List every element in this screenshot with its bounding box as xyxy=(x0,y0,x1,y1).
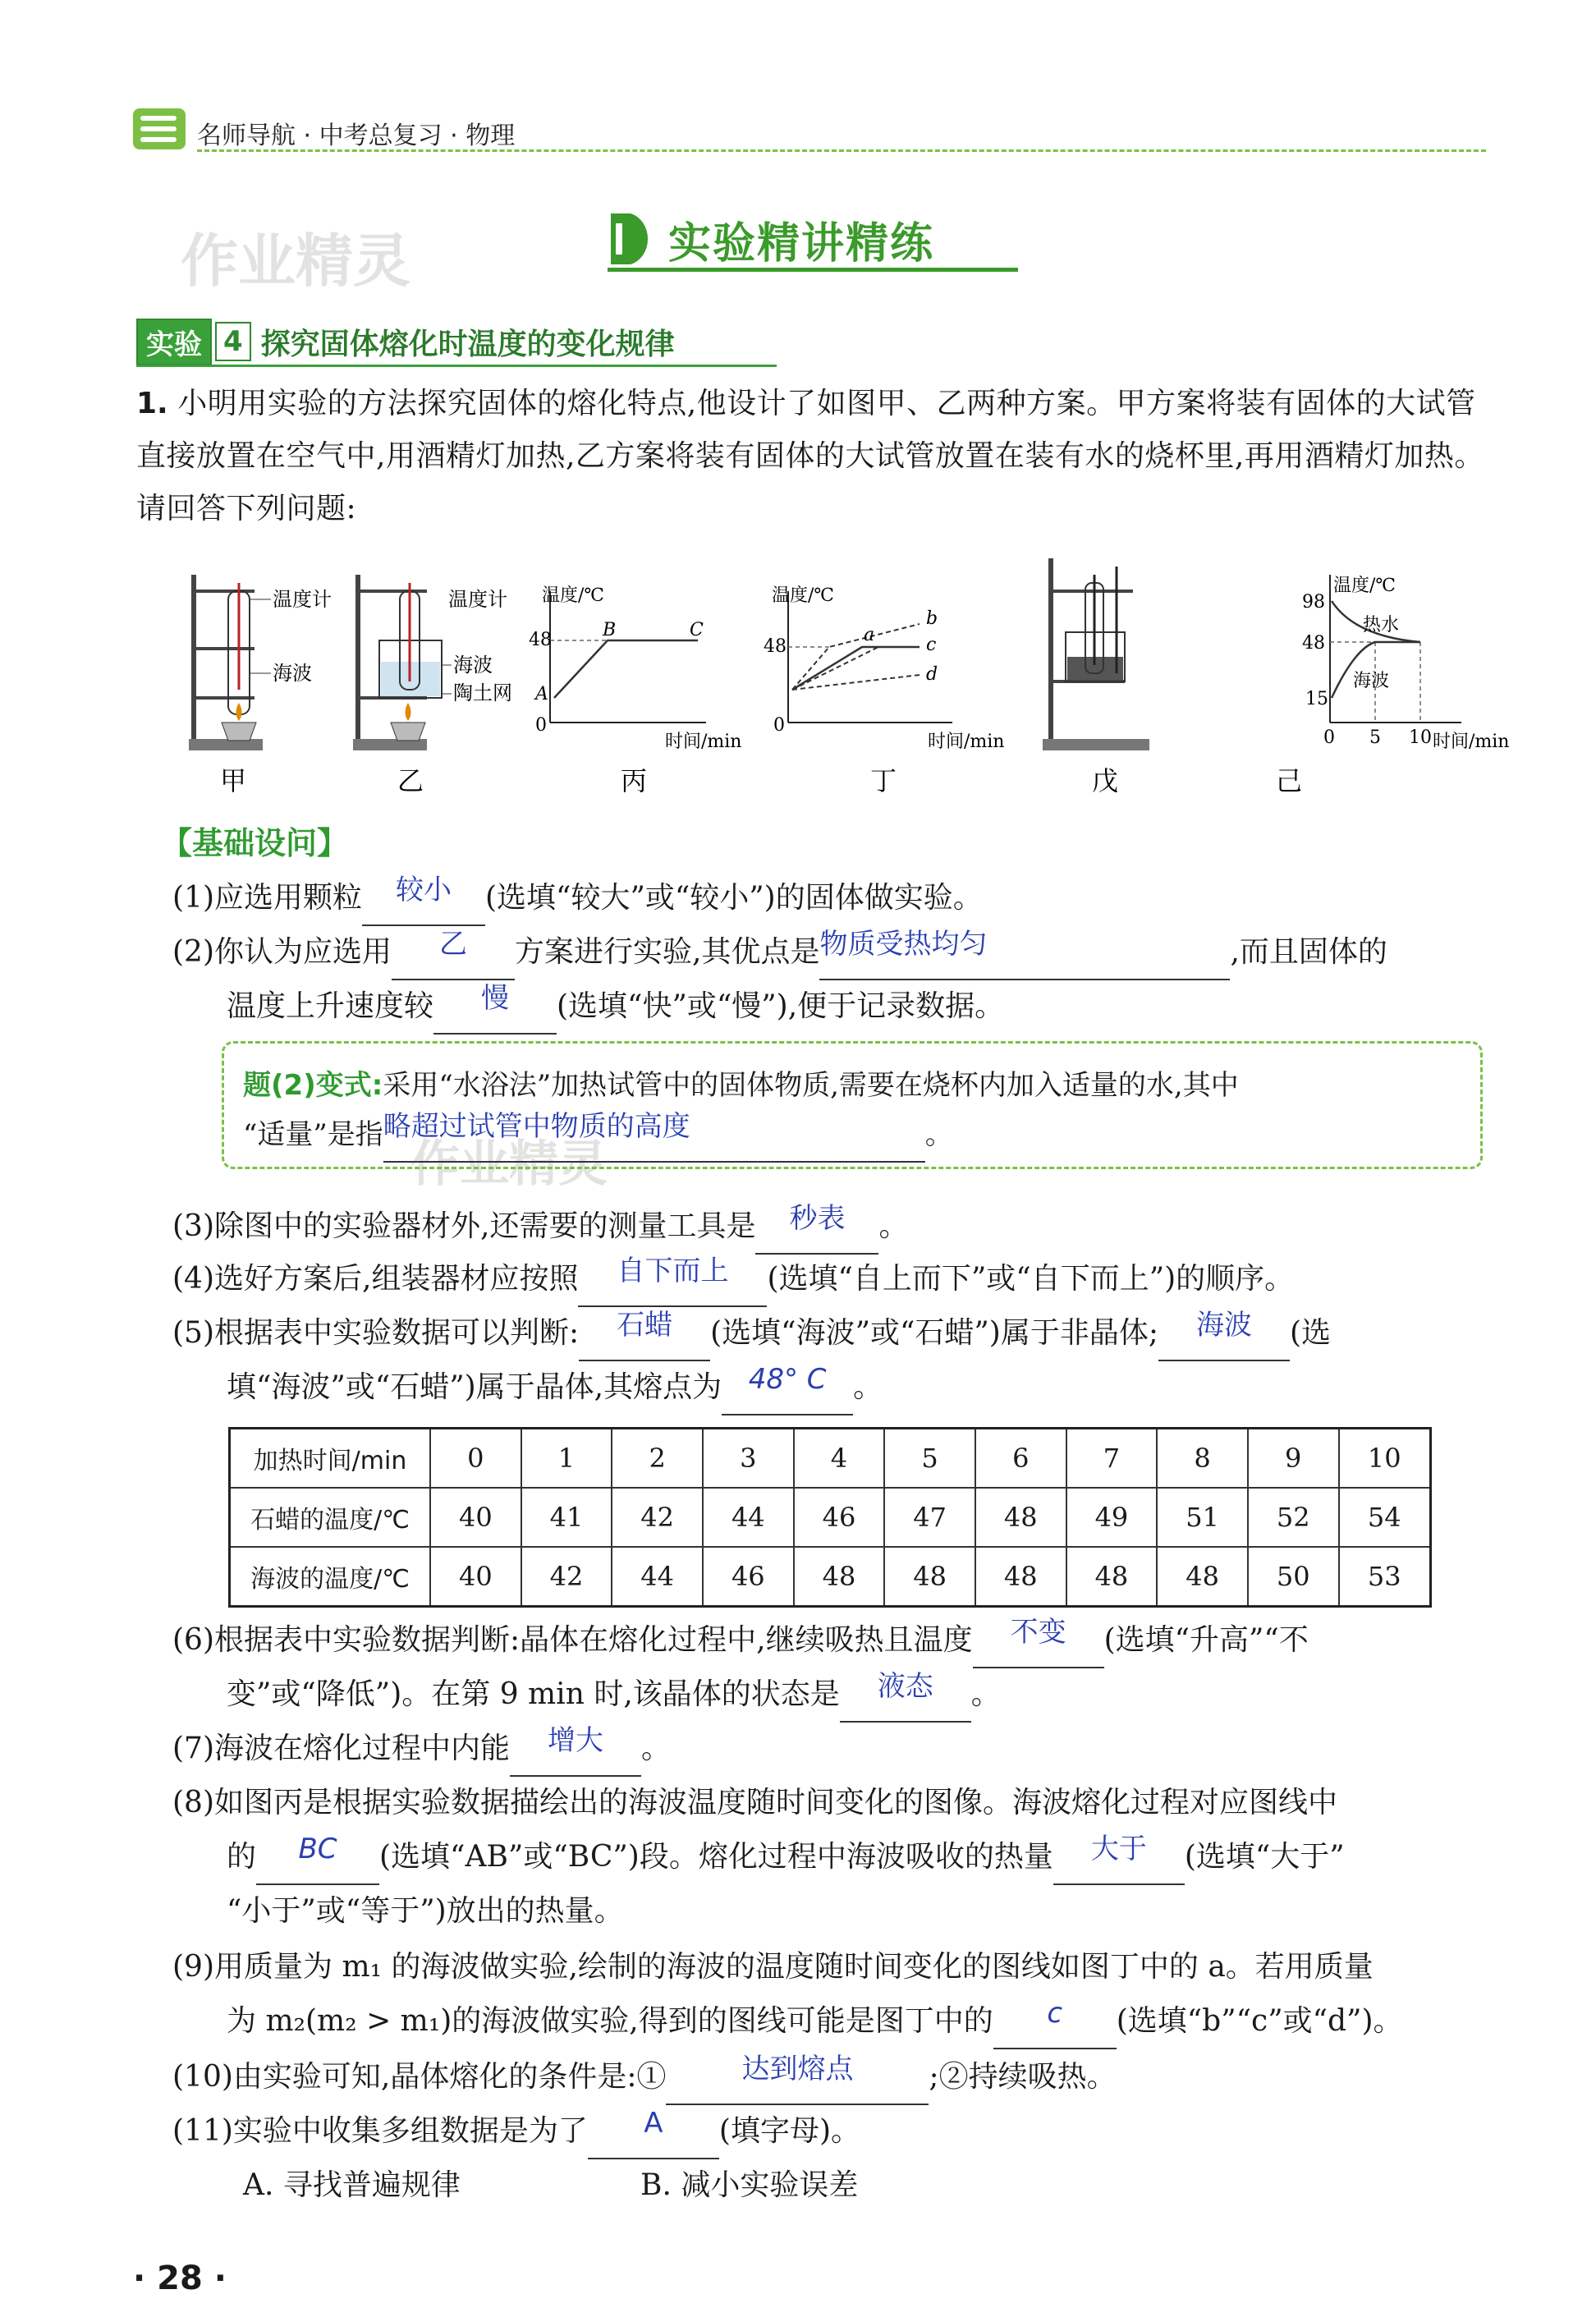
q8-blank-1 xyxy=(256,1831,379,1885)
bing-point-b: B xyxy=(603,620,617,640)
q11-blank xyxy=(588,2105,719,2159)
ji-y15: 15 xyxy=(1305,689,1328,709)
q11-text: (11)实验中收集多组数据是为了 xyxy=(172,2114,588,2148)
bing-curve xyxy=(554,640,698,698)
table-row xyxy=(230,1547,1431,1607)
q5-text: (5)根据表中实验数据可以判断: xyxy=(172,1316,580,1350)
basic-questions-title: 【基础设问】 xyxy=(161,825,349,861)
q8-line2-post: (选填“大于” xyxy=(1184,1840,1345,1874)
question-10 xyxy=(172,2051,1117,2105)
table-cell: 44 xyxy=(703,1488,794,1547)
figure-label-bing: 丙 xyxy=(621,765,648,796)
table-cell: 41 xyxy=(521,1488,612,1547)
q6-blank-1 xyxy=(973,1614,1104,1668)
q11-answer: A xyxy=(644,2107,663,2140)
section-title-underline xyxy=(608,268,1018,272)
bing-xlabel: 时间/min xyxy=(665,732,742,752)
table-cell: 4 xyxy=(794,1429,885,1489)
watermark: 作业精灵 xyxy=(181,227,410,295)
question-8-line-2 xyxy=(227,1831,1345,1885)
question-stem xyxy=(136,378,1491,535)
ji-y48: 48 xyxy=(1302,633,1325,654)
q5-answer-2: 海波 xyxy=(1195,1309,1252,1342)
ding-label-a: a xyxy=(864,625,875,645)
section-title-text: 实验精讲精练 xyxy=(668,218,935,268)
q2-answer-2: 物质受热均匀 xyxy=(819,928,988,961)
question-2 xyxy=(172,926,1387,980)
q3-answer: 秒表 xyxy=(789,1202,846,1235)
table-cell: 1 xyxy=(521,1429,612,1489)
experiment-underline xyxy=(136,365,777,367)
question-4 xyxy=(172,1253,1294,1307)
q7-text: (7)海波在熔化过程中内能 xyxy=(172,1732,510,1765)
figure-label-ding: 丁 xyxy=(870,765,897,796)
q5-text-post: (选 xyxy=(1289,1316,1332,1350)
table-cell: 42 xyxy=(612,1488,703,1547)
ji-x0: 0 xyxy=(1323,727,1335,748)
table-cell: 3 xyxy=(703,1429,794,1489)
yi-substance-label: 海波 xyxy=(453,654,493,677)
table-cell: 46 xyxy=(703,1547,794,1607)
ding-ylabel: 温度/℃ xyxy=(772,585,835,606)
table-cell: 48 xyxy=(884,1547,975,1607)
q5-blank-2 xyxy=(1158,1307,1290,1361)
ding-label-b: b xyxy=(926,608,938,629)
q5-text-mid: (选填“海波”或“石蜡”)属于非晶体; xyxy=(710,1316,1158,1350)
bing-y48: 48 xyxy=(529,630,552,650)
ji-x10: 10 xyxy=(1409,727,1432,748)
header-divider xyxy=(197,149,1486,152)
bing-zero: 0 xyxy=(535,715,547,736)
q11-option-b: B. 减小实验误差 xyxy=(640,2168,859,2202)
question-2-line-2 xyxy=(227,980,1004,1035)
q3-text: (3)除图中的实验器材外,还需要的测量工具是 xyxy=(172,1209,756,1243)
variant-label: 题(2)变式: xyxy=(243,1069,383,1102)
figure-wu-apparatus xyxy=(1043,558,1149,750)
table-header-row xyxy=(230,1429,1431,1489)
brand-logo-icon xyxy=(131,105,189,154)
yi-gauze-label: 陶土网 xyxy=(453,681,512,704)
table-cell: 48 xyxy=(1066,1547,1158,1607)
q2-line2-post: (选填“快”或“慢”),便于记录数据。 xyxy=(557,989,1005,1023)
table-cell: 40 xyxy=(430,1488,521,1547)
q3-text-post: 。 xyxy=(878,1209,909,1243)
variant-line2-post: 。 xyxy=(924,1118,953,1151)
q6-text: (6)根据表中实验数据判断:晶体在熔化过程中,继续吸热且温度 xyxy=(172,1623,973,1657)
q6-line2-post: 。 xyxy=(970,1677,1001,1711)
q3-blank xyxy=(755,1200,878,1255)
ji-haibo-label: 海波 xyxy=(1353,671,1390,691)
q5-blank-1 xyxy=(579,1307,710,1361)
q2-text-mid: 方案进行实验,其优点是 xyxy=(515,935,820,969)
q8-answer-2: 大于 xyxy=(1090,1833,1147,1865)
q2-text-post: ,而且固体的 xyxy=(1230,935,1387,969)
data-table xyxy=(228,1427,1432,1608)
q9-line2-text: 为 m₂(m₂ > m₁)的海波做实验,得到的图线可能是图丁中的 xyxy=(227,2004,993,2038)
q10-answer: 达到熔点 xyxy=(741,2053,854,2085)
section-title xyxy=(608,207,934,271)
table-cell: 海波的温度/℃ xyxy=(230,1547,431,1607)
ji-x5: 5 xyxy=(1369,727,1381,748)
question-8-line-3 xyxy=(227,1885,624,1938)
experiment-number: 4 xyxy=(215,322,251,361)
q1-blank xyxy=(362,872,485,926)
ji-xlabel: 时间/min xyxy=(1433,732,1510,752)
variant-line-2 xyxy=(243,1108,953,1163)
experiment-tag: 实验 xyxy=(136,319,212,365)
question-5-line-2 xyxy=(227,1361,883,1415)
question-1 xyxy=(172,872,983,926)
q4-text: (4)选好方案后,组装器材应按照 xyxy=(172,1262,579,1296)
table-cell: 10 xyxy=(1339,1429,1431,1489)
q8-blank-2 xyxy=(1053,1831,1185,1885)
experiment-title: 探究固体熔化时温度的变化规律 xyxy=(260,327,675,361)
table-cell: 47 xyxy=(884,1488,975,1547)
table-cell: 加热时间/min xyxy=(230,1429,431,1489)
table-cell: 48 xyxy=(975,1488,1066,1547)
q6-answer-2: 液态 xyxy=(877,1670,933,1703)
figure-label-yi: 乙 xyxy=(397,765,424,796)
table-row xyxy=(230,1488,1431,1547)
q8-text: (8)如图丙是根据实验数据描绘出的海波温度随时间变化的图像。海波熔化过程对应图线中 xyxy=(172,1786,1337,1819)
question-9 xyxy=(172,1941,1374,1994)
chart-ji xyxy=(1330,575,1461,723)
q2-answer-1: 乙 xyxy=(439,928,467,961)
question-stem-text: 小明用实验的方法探究固体的熔化特点,他设计了如图甲、乙两种方案。甲方案将装有固体的大试管直接放置在空气中,用酒精灯加热,乙方案将装有固体的大试管放置在装有水的烧杯里,再用酒精灯加热。请回答下列问题: xyxy=(136,387,1484,525)
q2-text: (2)你认为应选用 xyxy=(172,935,392,969)
header-title: 名师导航 · 中考总复习 · 物理 xyxy=(197,122,516,150)
table-cell: 51 xyxy=(1157,1488,1248,1547)
jia-substance-label: 海波 xyxy=(273,662,312,685)
ding-zero: 0 xyxy=(773,715,785,736)
q9-blank xyxy=(993,1995,1117,2049)
q4-answer: 自下而上 xyxy=(617,1255,729,1287)
q6-text-post: (选填“升高”“不 xyxy=(1103,1623,1309,1657)
table-cell: 44 xyxy=(612,1547,703,1607)
bing-ylabel: 温度/℃ xyxy=(542,585,605,606)
table-cell: 7 xyxy=(1066,1429,1158,1489)
ding-y48: 48 xyxy=(764,636,787,657)
figure-jia-apparatus xyxy=(189,575,271,750)
q11-text-post: (填字母)。 xyxy=(718,2114,860,2148)
question-6 xyxy=(172,1614,1309,1668)
q4-text-post: (选填“自上而下”或“自下而上”)的顺序。 xyxy=(767,1262,1295,1296)
q10-text: (10)由实验可知,晶体熔化的条件是:① xyxy=(172,2060,667,2094)
question-8 xyxy=(172,1777,1337,1829)
q1-text-post: (选填“较大”或“较小”)的固体做实验。 xyxy=(485,881,983,915)
table-cell: 50 xyxy=(1248,1547,1339,1607)
table-cell: 8 xyxy=(1157,1429,1248,1489)
ding-xlabel: 时间/min xyxy=(928,732,1005,752)
variant-blank xyxy=(383,1108,925,1163)
q5-line2-text: 填“海波”或“石蜡”)属于晶体,其熔点为 xyxy=(227,1370,722,1404)
q8-line2-text: 的 xyxy=(227,1840,257,1874)
q2-blank-1 xyxy=(392,926,515,980)
question-6-line-2 xyxy=(227,1668,1001,1723)
q4-blank xyxy=(578,1253,767,1307)
ji-y98: 98 xyxy=(1302,592,1325,613)
page-number: · 28 · xyxy=(133,2260,227,2297)
yi-thermometer-label: 温度计 xyxy=(448,588,507,611)
chart-bing xyxy=(550,591,706,723)
experiment-heading xyxy=(136,320,675,363)
table-cell: 9 xyxy=(1248,1429,1339,1489)
jia-thermometer-label: 温度计 xyxy=(273,588,332,611)
q10-text-post: ;②持续吸热。 xyxy=(929,2060,1117,2094)
table-cell: 42 xyxy=(521,1547,612,1607)
section-marker-icon xyxy=(608,210,657,268)
variant-text: 采用“水浴法”加热试管中的固体物质,需要在烧杯内加入适量的水,其中 xyxy=(383,1069,1239,1102)
q8-line2-mid: (选填“AB”或“BC”)段。熔化过程中海波吸收的热量 xyxy=(379,1840,1053,1874)
q5-answer-3: 48° C xyxy=(748,1363,827,1396)
table-cell: 52 xyxy=(1248,1488,1339,1547)
table-cell: 6 xyxy=(975,1429,1066,1489)
q9-text: (9)用质量为 m₁ 的海波做实验,绘制的海波的温度随时间变化的图线如图丁中的 a。若用质量 xyxy=(172,1950,1374,1984)
experiment-figures xyxy=(164,558,1510,805)
q2-answer-3: 慢 xyxy=(481,982,510,1015)
q1-answer: 较小 xyxy=(396,874,452,906)
q5-line2-post: 。 xyxy=(853,1370,883,1404)
table-cell: 49 xyxy=(1066,1488,1158,1547)
ding-label-c: c xyxy=(926,635,937,655)
q9-answer: c xyxy=(1047,1997,1063,2030)
table-cell: 54 xyxy=(1339,1488,1431,1547)
ji-hot-water-label: 热水 xyxy=(1363,615,1400,635)
table-cell: 48 xyxy=(1157,1547,1248,1607)
q2-blank-3 xyxy=(433,980,557,1035)
q7-answer: 增大 xyxy=(548,1724,603,1757)
variant-answer: 略超过试管中物质的高度 xyxy=(383,1110,690,1143)
q1-text: (1)应选用颗粒 xyxy=(172,881,362,915)
table-cell: 46 xyxy=(794,1488,885,1547)
question-7 xyxy=(172,1723,671,1777)
q7-blank xyxy=(510,1723,641,1777)
q8-line3-text: “小于”或“等于”)放出的热量。 xyxy=(227,1894,624,1928)
q9-line2-post: (选填“b”“c”或“d”)。 xyxy=(1116,2004,1403,2038)
q5-blank-3 xyxy=(722,1361,853,1415)
q8-answer-1: BC xyxy=(298,1833,337,1865)
question-5 xyxy=(172,1307,1331,1361)
ding-label-d: d xyxy=(926,664,938,685)
q6-blank-2 xyxy=(840,1668,971,1723)
table-cell: 0 xyxy=(430,1429,521,1489)
q11-option-a: A. 寻找普遍规律 xyxy=(243,2168,461,2202)
q2-blank-2 xyxy=(819,926,1230,980)
ding-curve-b xyxy=(792,624,920,690)
figure-label-wu: 戊 xyxy=(1092,765,1119,796)
table-cell: 2 xyxy=(612,1429,703,1489)
question-number: 1. xyxy=(136,387,168,420)
table-cell: 40 xyxy=(430,1547,521,1607)
q7-text-post: 。 xyxy=(641,1732,672,1765)
variant-line-1 xyxy=(243,1059,1239,1112)
q2-line2-text: 温度上升速度较 xyxy=(227,989,434,1023)
table-cell: 5 xyxy=(884,1429,975,1489)
table-cell: 48 xyxy=(794,1547,885,1607)
bing-point-a: A xyxy=(535,684,548,704)
table-cell: 53 xyxy=(1339,1547,1431,1607)
question-11 xyxy=(172,2105,860,2159)
bing-point-c: C xyxy=(690,620,704,640)
question-3 xyxy=(172,1200,908,1255)
question-9-line-2 xyxy=(227,1995,1403,2049)
q5-answer-1: 石蜡 xyxy=(617,1309,673,1342)
ji-ylabel: 温度/℃ xyxy=(1333,576,1396,596)
figure-label-ji: 己 xyxy=(1276,765,1303,796)
variant-line2-text: “适量”是指 xyxy=(243,1118,383,1151)
table-cell: 48 xyxy=(975,1547,1066,1607)
q6-line2-text: 变”或“降低”)。在第 9 min 时,该晶体的状态是 xyxy=(227,1677,840,1711)
watermark: 作业精灵 xyxy=(410,1136,608,1193)
q6-answer-1: 不变 xyxy=(1010,1616,1066,1649)
q10-blank xyxy=(666,2051,929,2105)
figure-label-jia: 甲 xyxy=(220,765,247,796)
figure-yi-apparatus xyxy=(353,575,452,750)
table-cell: 石蜡的温度/℃ xyxy=(230,1488,431,1547)
